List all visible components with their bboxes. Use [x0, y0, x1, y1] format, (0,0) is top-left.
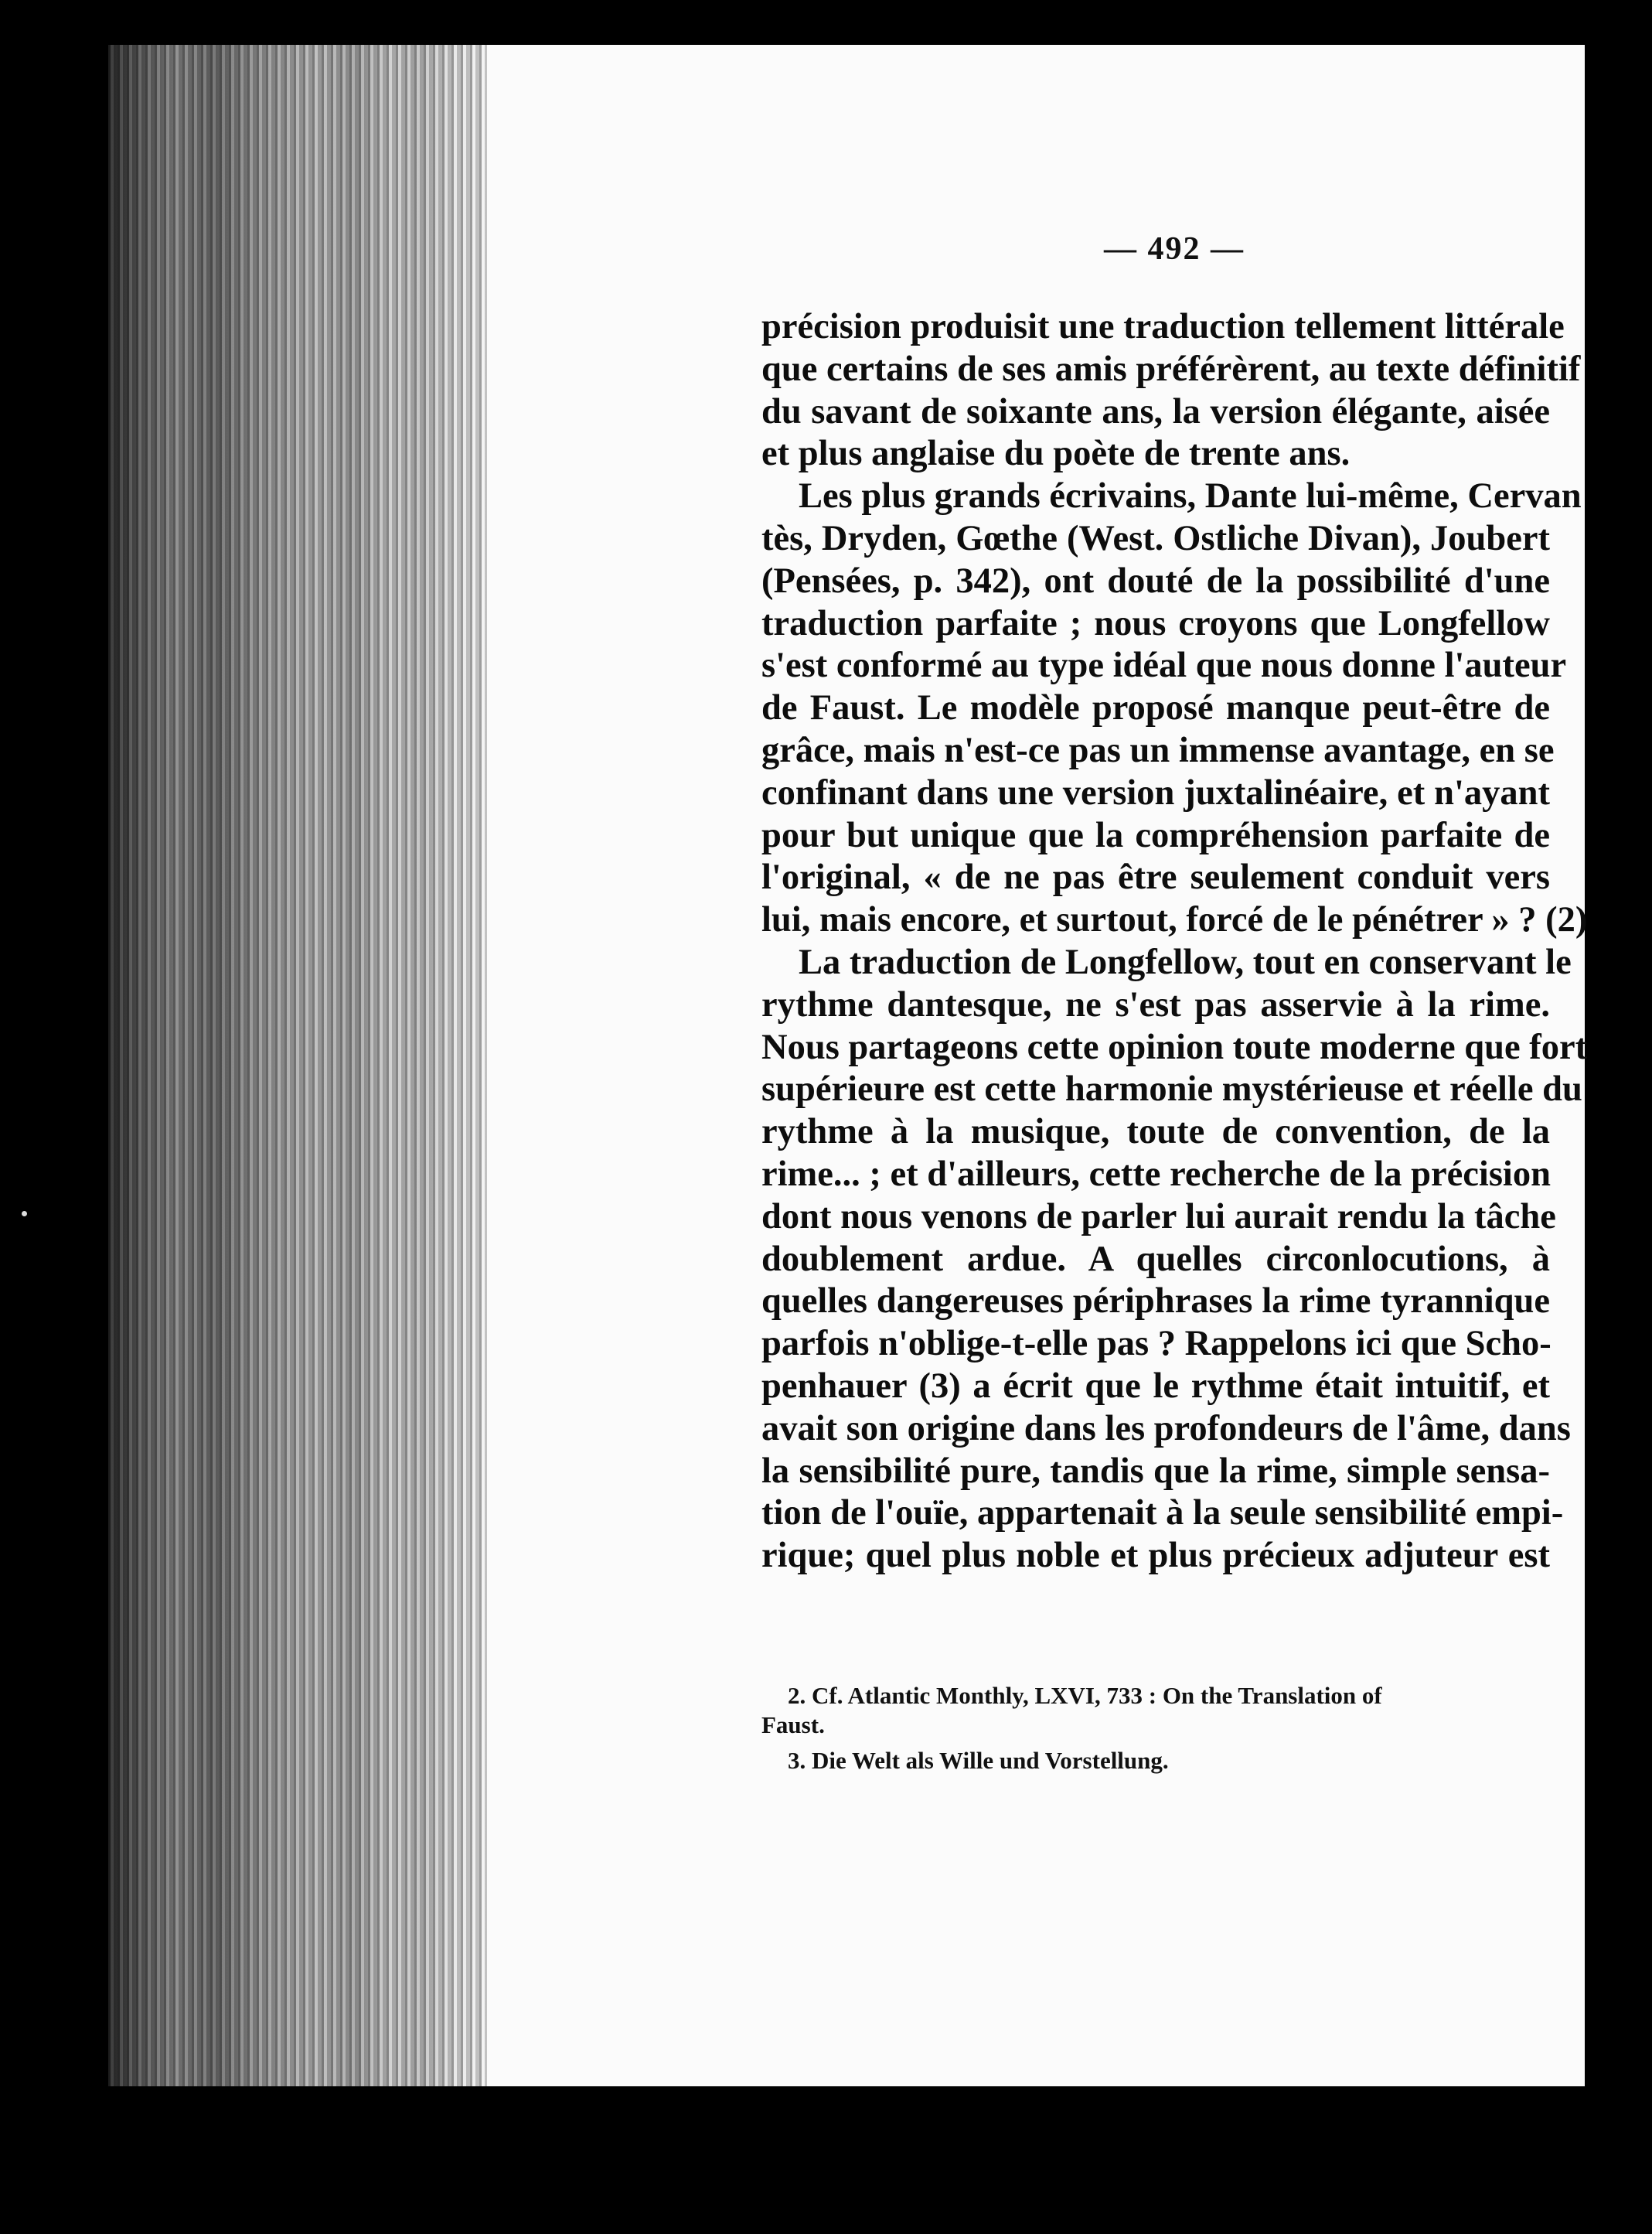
text-line: rime... ; et d'ailleurs, cette recherche de la précision [761, 1154, 1551, 1194]
text-line: rique; quel plus noble et plus précieux adjuteur est [761, 1536, 1550, 1576]
book-page [487, 45, 1588, 2086]
text-line: de Faust. Le modèle proposé manque peut-être de [761, 688, 1550, 728]
text-line: la sensibilité pure, tandis que la rime, simple sensa- [761, 1451, 1550, 1491]
text-line: que certains de ses amis préférèrent, au texte définitif [761, 349, 1581, 389]
text-line: doublement ardue. A quelles circonlocutions, à [761, 1239, 1550, 1279]
text-line: Les plus grands écrivains, Dante lui-même, Cervan [799, 476, 1582, 517]
text-line: supérieure est cette harmonie mystérieuse et réelle du [761, 1069, 1582, 1110]
text-line: Nous partageons cette opinion toute moderne que fort [761, 1027, 1588, 1067]
text-line: avait son origine dans les profondeurs de l'âme, dans [761, 1408, 1571, 1448]
text-line: précision produisit une traduction tellement littérale [761, 307, 1565, 346]
text-line: dont nous venons de parler lui aurait rendu la tâche [761, 1196, 1556, 1236]
text-line: quelles dangereuses périphrases la rime tyrannique [761, 1281, 1550, 1322]
text-line: confinant dans une version juxtalinéaire, et n'ayant [761, 773, 1550, 813]
text-line: La traduction de Longfellow, tout en conservant le [799, 942, 1572, 982]
footnote-2: 2. Cf. Atlantic Monthly, LXVI, 733 : On the Translation of [788, 1682, 1382, 1709]
page-number: — 492 — [1104, 231, 1245, 267]
text-line: rythme à la musique, toute de convention, de la [761, 1112, 1550, 1152]
text-line: lui, mais encore, et surtout, forcé de le pénétrer » ? (2) [761, 900, 1588, 940]
footnote-3: 3. Die Welt als Wille und Vorstellung. [788, 1747, 1169, 1774]
body-text [761, 306, 1588, 1577]
text-line: traduction parfaite ; nous croyons que Longfellow [761, 603, 1550, 643]
text-line: parfois n'oblige-t-elle pas ? Rappelons ici que Scho- [761, 1324, 1552, 1364]
text-line: pour but unique que la compréhension parfaite de [761, 815, 1550, 855]
text-line: du savant de soixante ans, la version élégante, aisée [761, 391, 1550, 431]
footnote-2-continuation: Faust. [761, 1711, 825, 1738]
book-page-edges [108, 45, 487, 2086]
text-line: l'original, « de ne pas être seulement conduit vers [761, 858, 1550, 898]
scan-dust-speck [22, 1211, 27, 1216]
text-line: grâce, mais n'est-ce pas un immense avantage, en se [761, 730, 1555, 770]
text-line: penhauer (3) a écrit que le rythme était intuitif, et [761, 1366, 1550, 1406]
text-line: rythme dantesque, ne s'est pas asservie à la rime. [761, 984, 1550, 1025]
text-line: s'est conformé au type idéal que nous donne l'auteur [761, 646, 1567, 686]
text-line: et plus anglaise du poète de trente ans. [761, 434, 1351, 474]
text-line: tion de l'ouïe, appartenait à la seule sensibilité empi- [761, 1493, 1564, 1533]
text-line: (Pensées, p. 342), ont douté de la possibilité d'une [761, 561, 1550, 601]
footnotes [761, 1681, 1550, 1775]
text-line: tès, Dryden, Gœthe (West. Ostliche Divan), Joubert [761, 518, 1550, 558]
